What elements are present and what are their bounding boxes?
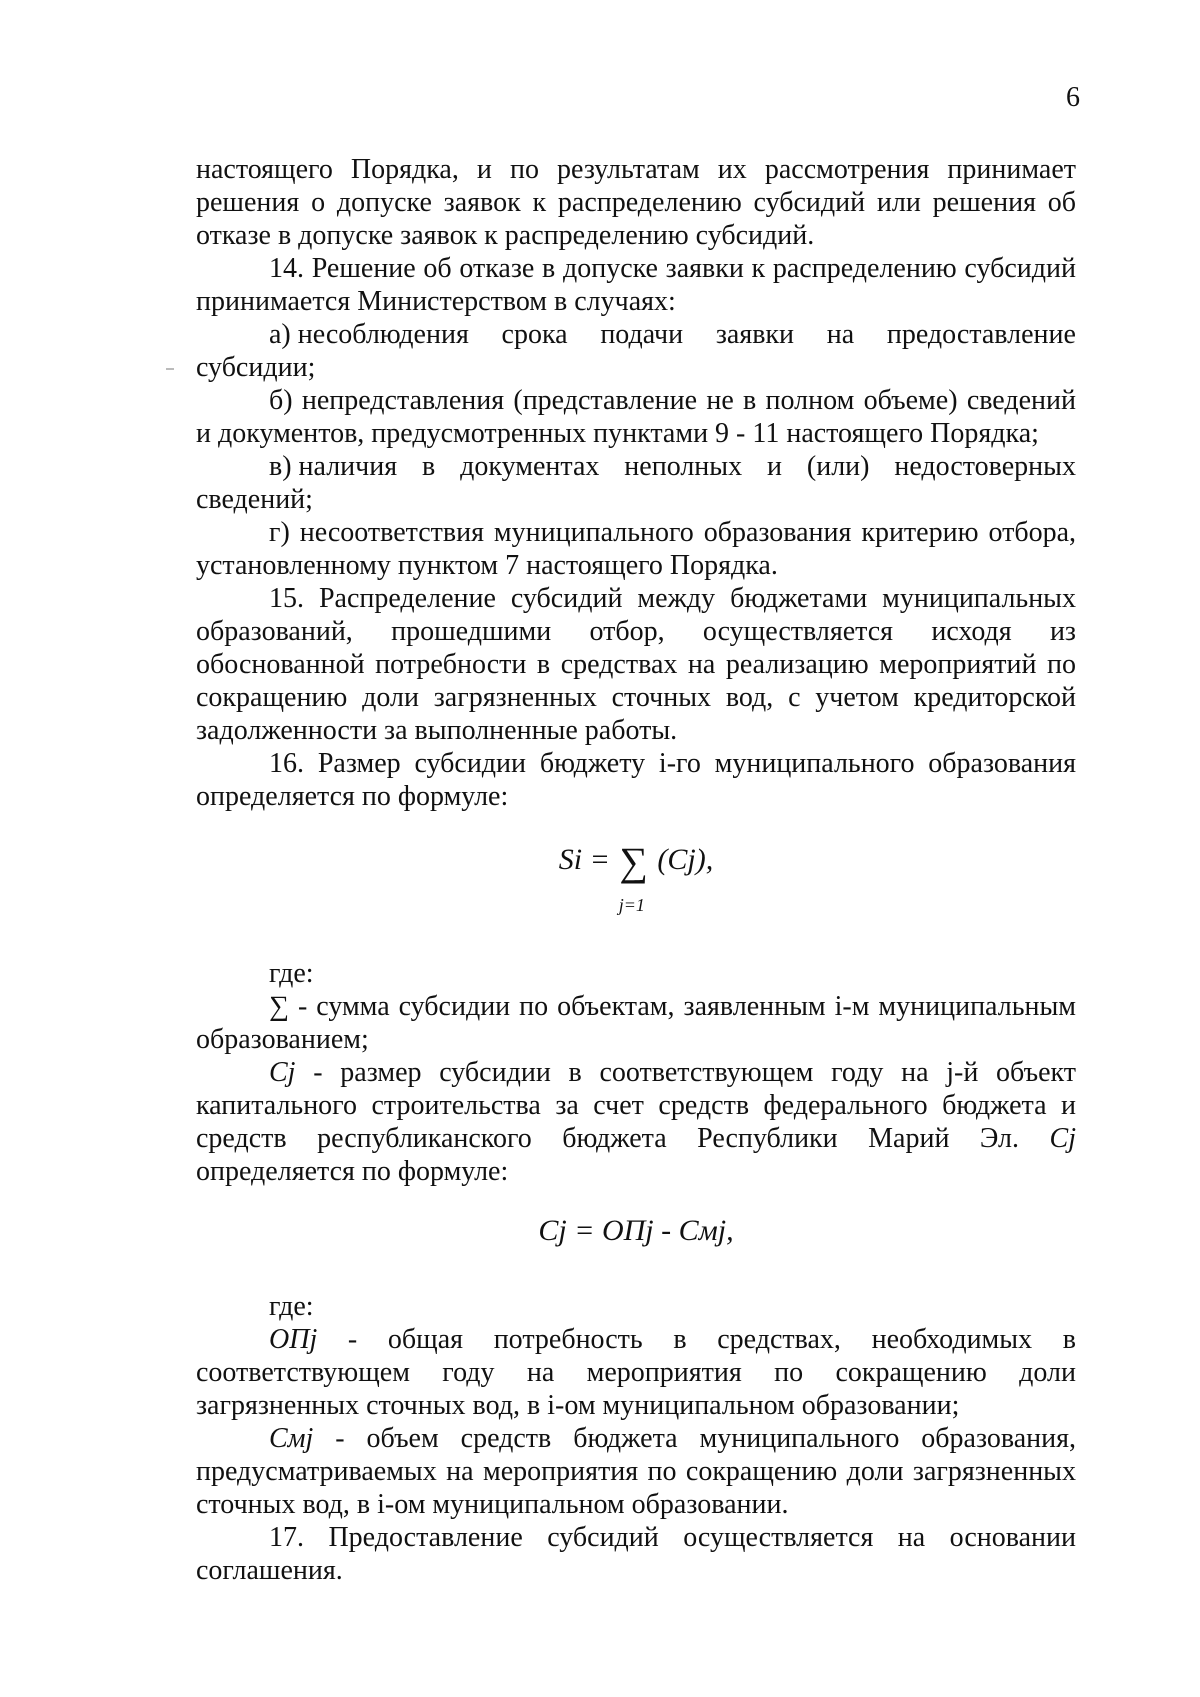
- cj-symbol: Cj: [269, 1057, 296, 1088]
- paragraph-14a-cont: субсидии;: [196, 352, 316, 383]
- paragraph-15: 15. Распределение субсидий между бюджетами муниципальных образований, прошедшими отбор, осуществляется исходя из обоснованной потребности в средствах на реализацию мероприятий по сокращению доли загрязненных сточных вод, с учетом кредиторской задолженности за выполненные работы.: [196, 583, 1076, 746]
- sum-definition-text: - сумма субсидии по объектам, заявленным i-м муниципальным образованием;: [196, 991, 1076, 1055]
- word: а) несоблюдения: [269, 319, 469, 350]
- formula-si-expression: [558, 839, 714, 915]
- word: подачи: [600, 319, 684, 350]
- formula-si-subscript: j=1: [618, 895, 645, 915]
- word: заявки: [715, 319, 795, 350]
- opj-definition-text: - общая потребность в средствах, необходимых в соответствующем году на мероприятия по сокращению доли загрязненных сточных вод, в i-ом муниципальном образовании;: [196, 1324, 1076, 1421]
- word: неполных: [624, 451, 743, 482]
- word: (или): [806, 451, 870, 482]
- word: предоставление: [886, 319, 1076, 350]
- word: в) наличия: [269, 451, 398, 482]
- paragraph-14a-line: [196, 318, 1076, 351]
- page-number: 6: [1066, 82, 1080, 113]
- formula-si-left: Si =: [558, 843, 610, 876]
- paragraph-14v-cont: сведений;: [196, 484, 313, 515]
- sum-symbol: ∑: [619, 839, 648, 884]
- paragraph-14v-line: [196, 450, 1076, 483]
- formula-cj-expression: Cj = ОПj - Смj,: [538, 1214, 734, 1247]
- formula-si-right: (Cj),: [657, 843, 714, 876]
- formula-si: [196, 839, 1076, 927]
- word: документах: [460, 451, 600, 482]
- smj-definition-text: - объем средств бюджета муниципального образования, предусматриваемых на мероприятия по сокращению доли загрязненных сточных вод, в i-ом муниципальном образовании.: [196, 1423, 1076, 1520]
- word: срока: [501, 319, 568, 350]
- word: и: [767, 451, 782, 482]
- word: в: [422, 451, 436, 482]
- paragraph-16: 16. Размер субсидии бюджету i-го муниципального образования определяется по формуле:: [196, 748, 1076, 812]
- paragraph-14: 14. Решение об отказе в допуске заявки к распределению субсидий принимается Министерством в случаях:: [196, 253, 1076, 317]
- smj-symbol: Смj: [269, 1423, 314, 1454]
- paragraph-17: 17. Предоставление субсидий осуществляется на основании соглашения.: [196, 1522, 1076, 1586]
- paragraph-14b: б) непредставления (представление не в полном объеме) сведений и документов, предусмотренных пунктами 9 - 11 настоящего Порядка;: [196, 385, 1076, 449]
- where-label-1: где:: [269, 958, 314, 989]
- cj-symbol-2: Cj: [1049, 1123, 1076, 1154]
- sum-symbol-inline: ∑: [269, 991, 289, 1022]
- paragraph-opj-definition: [196, 1323, 1076, 1422]
- paragraph-intro: настоящего Порядка, и по результатам их рассмотрения принимает решения о допуске заявок к распределению субсидий или решения об отказе в допуске заявок к распределению субсидий.: [196, 154, 1076, 251]
- paragraph-14g: г) несоответствия муниципального образования критерию отбора, установленному пунктом 7 настоящего Порядка.: [196, 517, 1076, 581]
- cj-definition-text: - размер субсидии в соответствующем году на j-й объект капитального строительства за счет средств федерального бюджета и средств республиканского бюджета Республики Марий Эл.: [196, 1057, 1076, 1154]
- word: недостоверных: [894, 451, 1076, 482]
- paragraph-sum-definition: [196, 990, 1076, 1056]
- opj-symbol: ОПj: [269, 1324, 318, 1355]
- word: на: [826, 319, 855, 350]
- paragraph-cj-definition: [196, 1056, 1076, 1188]
- formula-cj: [196, 1214, 1076, 1254]
- where-label-2: где:: [269, 1291, 314, 1322]
- paragraph-smj-definition: [196, 1422, 1076, 1521]
- cj-formula-intro: определяется по формуле:: [196, 1156, 509, 1187]
- document-body: [196, 153, 1076, 1587]
- margin-mark: [166, 368, 174, 370]
